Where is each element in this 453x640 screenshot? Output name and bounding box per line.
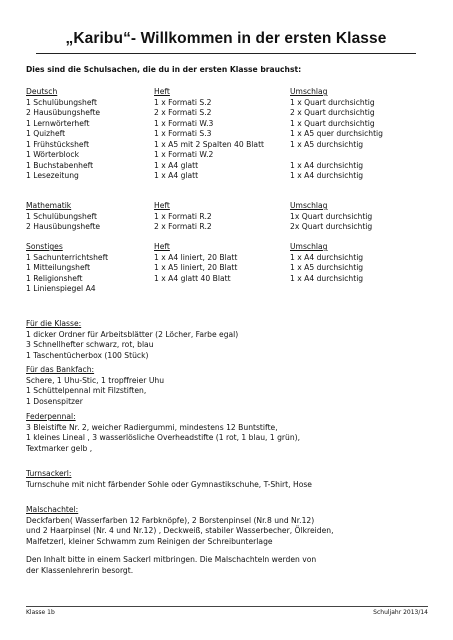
footer-divider (26, 606, 428, 607)
cell-heft: 1 x Formati S.3 (154, 129, 212, 138)
cell-item: 1 Mitteilungsheft (26, 263, 91, 272)
table-header-subject: Sonstiges (26, 242, 63, 251)
closing-note (26, 555, 436, 576)
section-turnsackerl (26, 469, 436, 490)
table-header-subject: Deutsch (26, 87, 58, 96)
section-line: Deckfarben( Wasserfarben 12 Farbknöpfe), 2 Borstenpinsel (Nr.8 und Nr.12) (26, 515, 315, 525)
table-header-heft: Heft (154, 87, 170, 96)
title-underline (36, 53, 416, 54)
cell-heft: 1 x A4 glatt 40 Blatt (154, 273, 231, 283)
section-line: 1 kleines Lineal , 3 wasserlösliche Overheadstifte (1 rot, 1 blau, 1 grün), (26, 433, 301, 443)
cell-heft: 2 x Formati R.2 (154, 222, 212, 231)
cell-item: 1 Schulübungsheft (26, 97, 98, 107)
closing-line: der Klassenlehrerin besorgt. (26, 565, 134, 575)
table-header-subject: Mathematik (26, 201, 72, 210)
section-heading: Für die Klasse: (26, 319, 82, 328)
table-header-umschlag: Umschlag (290, 87, 328, 96)
cell-item: 1 Schulübungsheft (26, 211, 98, 221)
cell-item: 1 Wörterblock (26, 150, 79, 159)
footer-class: Klasse 1b (26, 609, 55, 616)
cell-heft: 1 x A4 glatt (154, 171, 199, 180)
cell-item: 2 Hausübungshefte (26, 222, 101, 231)
cell-item: 1 Lernwörterheft (26, 118, 90, 128)
cell-heft: 1 x A4 liniert, 20 Blatt (154, 252, 238, 262)
section-line: und 2 Haarpinsel (Nr. 4 und Nr.12) , Deckweiß, stabiler Wasserbecher, Ölkreiden, (26, 526, 334, 536)
cell-umschlag: 1 x Quart durchsichtig (290, 97, 375, 107)
cell-umschlag: 1 x A4 durchsichtig (290, 252, 364, 262)
cell-umschlag: 1 x A5 durchsichtig (290, 263, 364, 272)
cell-umschlag: 1 x A5 quer durchsichtig (290, 129, 383, 138)
section-line: 3 Schnellhefter schwarz, rot, blau (26, 340, 154, 350)
table-header-umschlag: Umschlag (290, 201, 328, 210)
cell-heft: 1 x Formati W.3 (154, 118, 214, 128)
section-bankfach (26, 365, 436, 407)
section-klasse (26, 319, 436, 361)
cell-umschlag: 1 x Quart durchsichtig (290, 118, 375, 128)
section-heading: Malschachtel: (26, 505, 79, 514)
section-heading: Federpennal: (26, 412, 76, 421)
section-heading: Turnsackerl: (26, 469, 72, 478)
cell-umschlag: 1 x A4 durchsichtig (290, 171, 364, 180)
cell-heft: 2 x Formati S.2 (154, 108, 212, 117)
section-line: Turnschuhe mit nicht färbender Sohle oder Gymnastikschuhe, T-Shirt, Hose (26, 479, 312, 489)
table-header-heft: Heft (154, 242, 170, 251)
cell-item: 1 Lesezeitung (26, 171, 79, 180)
cell-heft: 1 x A5 liniert, 20 Blatt (154, 263, 238, 272)
cell-item: 1 Frühstücksheft (26, 139, 90, 149)
section-malschachtel (26, 505, 436, 547)
cell-item: 2 Hausübungshefte (26, 108, 101, 117)
section-line: 3 Bleistifte Nr. 2, weicher Radiergummi, mindestens 12 Buntstifte, (26, 422, 278, 432)
section-line: 1 dicker Ordner für Arbeitsblätter (2 Löcher, Farbe egal) (26, 329, 239, 339)
intro-text: Dies sind die Schulsachen, die du in der ersten Klasse brauchst: (26, 65, 302, 74)
table-header-heft: Heft (154, 201, 170, 210)
footer-school-year: Schuljahr 2013/14 (373, 609, 428, 616)
section-line: Schere, 1 Uhu-Stic, 1 tropffreier Uhu (26, 375, 165, 385)
section-line: Textmarker gelb , (26, 443, 93, 453)
cell-umschlag: 1 x A4 durchsichtig (290, 273, 364, 283)
section-federpennal (26, 412, 436, 454)
cell-umschlag: 2 x Quart durchsichtig (290, 108, 375, 117)
cell-umschlag: 1 x A5 durchsichtig (290, 139, 364, 149)
cell-umschlag: 1 x A4 durchsichtig (290, 160, 364, 170)
cell-heft: 1 x Formati W.2 (154, 150, 214, 159)
cell-heft: 1 x Formati R.2 (154, 211, 212, 221)
closing-line: Den Inhalt bitte in einem Sackerl mitbringen. Die Malschachteln werden von (26, 555, 317, 564)
cell-umschlag: 1x Quart durchsichtig (290, 211, 373, 221)
cell-item: 1 Religionsheft (26, 273, 83, 283)
cell-heft: 1 x A4 glatt (154, 160, 199, 170)
cell-item: 1 Quizheft (26, 129, 66, 138)
cell-item: 1 Buchstabenheft (26, 160, 94, 170)
cell-heft: 1 x A5 mit 2 Spalten 40 Blatt (154, 139, 265, 149)
cell-item: 1 Sachunterrichtsheft (26, 252, 109, 262)
section-line: 1 Dosenspitzer (26, 396, 83, 406)
cell-umschlag: 2x Quart durchsichtig (290, 222, 373, 231)
section-line: Malfetzerl, kleiner Schwamm zum Reinigen der Schreibunterlage (26, 536, 273, 546)
page-title: „Karibu“- Willkommen in der ersten Klasse (65, 30, 387, 47)
table-header-umschlag: Umschlag (290, 242, 328, 251)
section-line: 1 Schüttelpennal mit Filzstiften, (26, 386, 147, 396)
cell-item: 1 Linienspiegel A4 (26, 284, 96, 293)
cell-heft: 1 x Formati S.2 (154, 97, 212, 107)
section-heading: Für das Bankfach: (26, 365, 95, 374)
section-line: 1 Taschentücherbox (100 Stück) (26, 350, 149, 360)
